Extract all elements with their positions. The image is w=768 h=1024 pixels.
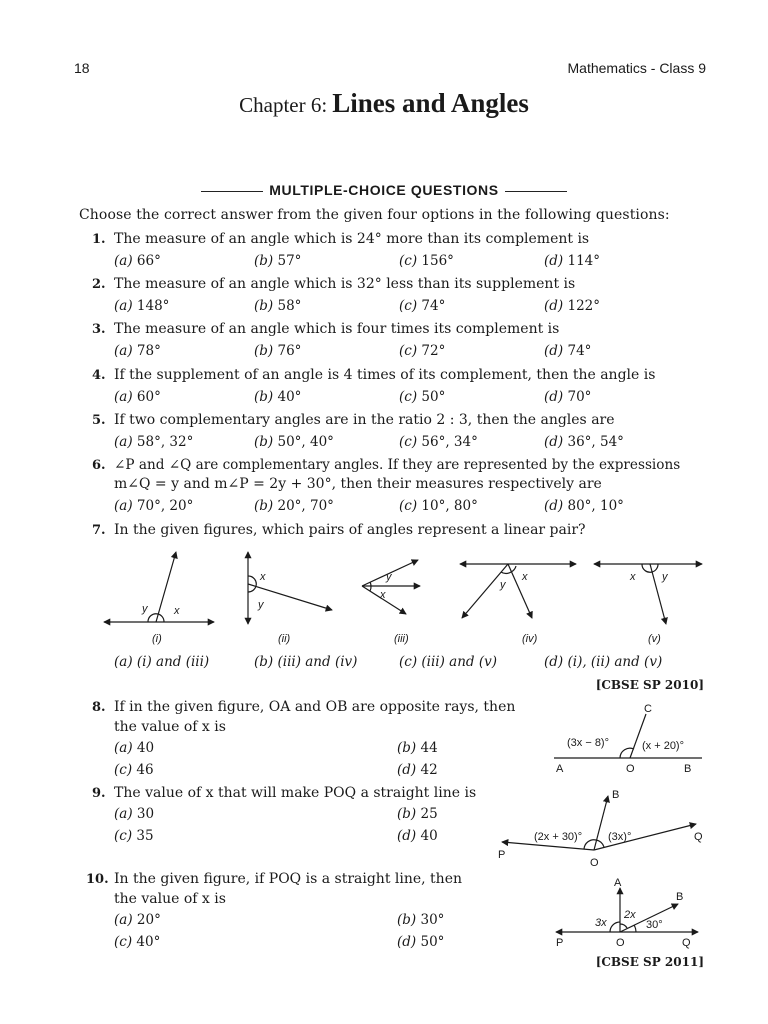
option-c: (c) 40° [114,934,161,950]
option-d: (d) 80°, 10° [544,498,624,514]
fig-v-y-label: y [662,571,668,583]
question-number: 5. [92,413,106,428]
fig-label-i: (i) [152,633,162,645]
question-number: 8. [92,700,106,715]
q9-figure [494,784,714,870]
option-c: (c) 74° [399,298,446,314]
point-c: C [644,703,652,715]
question-number: 6. [92,458,106,473]
option-c: (c) 46 [114,762,154,778]
question-9 [92,785,476,801]
option-d: (d) 36°, 54° [544,434,624,450]
book-title: Mathematics - Class 9 [567,60,706,76]
question-text: The measure of an angle which is four times its complement is [114,321,560,337]
question-number: 2. [92,277,106,292]
figure-iii [362,560,420,614]
section-heading [0,182,768,198]
question-number: 3. [92,322,106,337]
fig-i-y-label: y [142,603,148,615]
angle-left-label: (2x + 30)° [534,831,583,843]
figure-ii [248,552,332,624]
point-a: A [614,877,622,889]
fig-v-x-label: x [630,571,636,583]
fig-iii-x-label: x [380,589,386,601]
fig-ii-y-label: y [258,599,264,611]
angle-2x-label: 2x [624,909,636,921]
question-text: If the supplement of an angle is 4 times of its complement, then the angle is [114,367,656,383]
fig-iii-y-label: y [386,571,392,583]
question-5 [92,412,615,428]
option-a: (a) 66° [114,253,161,269]
option-d: (d) 74° [544,343,592,359]
option-c: (c) 35 [114,828,154,844]
point-q: Q [694,831,703,843]
option-b: (b) 25 [397,806,438,822]
option-a: (a) 20° [114,912,161,928]
point-o: O [626,763,635,775]
question-8-line-2: the value of x is [114,719,226,735]
question-text: In the given figures, which pairs of angles represent a linear pair? [114,522,586,538]
point-a: A [556,763,564,775]
section-rule-right [505,191,567,192]
question-7 [92,522,586,538]
question-3 [92,321,559,337]
option-c: (c) 156° [399,253,454,269]
point-b: B [684,763,692,775]
option-a: (a) 40 [114,740,155,756]
option-a: (a) 58°, 32° [114,434,194,450]
point-p: P [498,849,506,861]
question-text: The measure of an angle which is 32° less than its supplement is [114,276,576,292]
source-citation-q10: [CBSE SP 2011] [595,955,704,969]
option-a: (a) 148° [114,298,170,314]
question-text: If in the given figure, OA and OB are opposite rays, then [114,699,516,715]
option-b: (b) (iii) and (iv) [254,654,358,670]
option-c: (c) (iii) and (v) [399,654,498,670]
option-d: (d) (i), (ii) and (v) [544,654,663,670]
q7-figures [96,546,716,646]
option-b: (b) 58° [254,298,302,314]
question-10-line-2: the value of x is [114,891,226,907]
question-number: 4. [92,368,106,383]
point-o: O [590,857,599,869]
fig-label-iv: (iv) [522,633,538,645]
point-q: Q [682,937,691,949]
question-text: If two complementary angles are in the ratio 2 : 3, then the angles are [114,412,615,428]
option-c: (c) 10°, 80° [399,498,478,514]
option-d: (d) 114° [544,253,601,269]
instruction-text: Choose the correct answer from the given four options in the following questions: [79,207,670,223]
option-a: (a) (i) and (iii) [114,654,210,670]
question-6 [92,457,680,473]
question-text: In the given figure, if POQ is a straight line, then [114,871,462,887]
fig-ii-x-label: x [260,571,266,583]
option-a: (a) 78° [114,343,161,359]
question-4 [92,367,655,383]
question-10 [86,871,462,887]
fig-i-x-label: x [174,605,180,617]
chapter-prefix: Chapter 6: [239,93,328,117]
angle-30-label: 30° [646,919,663,931]
option-c: (c) 72° [399,343,446,359]
option-b: (b) 20°, 70° [254,498,334,514]
option-b: (b) 76° [254,343,302,359]
point-b: B [612,789,620,801]
fig-iv-x-label: x [522,571,528,583]
fig-label-iii: (iii) [394,633,409,645]
figure-i [104,552,214,622]
section-title: MULTIPLE-CHOICE QUESTIONS [269,182,499,198]
figure-iv [460,564,576,618]
angle-left-label: (3x − 8)° [567,737,609,749]
option-b: (b) 44 [397,740,438,756]
question-1 [92,231,589,247]
point-p: P [556,937,564,949]
question-number: 10. [86,872,109,887]
figure-v [594,564,702,624]
option-b: (b) 40° [254,389,302,405]
option-d: (d) 50° [397,934,445,950]
question-number: 1. [92,232,106,247]
point-o: O [616,937,625,949]
option-a: (a) 60° [114,389,161,405]
q8-figure [550,700,710,780]
page-number: 18 [74,60,90,76]
q10-figure [550,874,710,954]
angle-right-label: (x + 20)° [642,740,684,752]
fig-label-v: (v) [648,633,661,645]
option-c: (c) 56°, 34° [399,434,478,450]
option-b: (b) 57° [254,253,302,269]
option-a: (a) 70°, 20° [114,498,194,514]
question-text: The value of x that will make POQ a straight line is [114,785,477,801]
source-citation-q7: [CBSE SP 2010] [595,678,704,692]
question-number: 9. [92,786,106,801]
option-b: (b) 30° [397,912,445,928]
option-d: (d) 70° [544,389,592,405]
option-a: (a) 30 [114,806,155,822]
chapter-heading [0,88,768,119]
question-6-line-2: m∠Q = y and m∠P = 2y + 30°, then their measures respectively are [114,476,602,492]
option-d: (d) 42 [397,762,438,778]
question-text: ∠P and ∠Q are complementary angles. If they are represented by the expressions [114,457,681,473]
angle-right-label: (3x)° [608,831,632,843]
option-d: (d) 40 [397,828,438,844]
fig-iv-y-label: y [500,579,506,591]
fig-label-ii: (ii) [278,633,291,645]
chapter-title: Lines and Angles [332,88,529,118]
question-number: 7. [92,523,106,538]
point-b: B [676,891,684,903]
option-d: (d) 122° [544,298,601,314]
angle-3x-label: 3x [595,917,607,929]
question-2 [92,276,575,292]
option-c: (c) 50° [399,389,446,405]
question-text: The measure of an angle which is 24° more than its complement is [114,231,590,247]
option-b: (b) 50°, 40° [254,434,334,450]
section-rule-left [201,191,263,192]
question-8 [92,699,515,715]
